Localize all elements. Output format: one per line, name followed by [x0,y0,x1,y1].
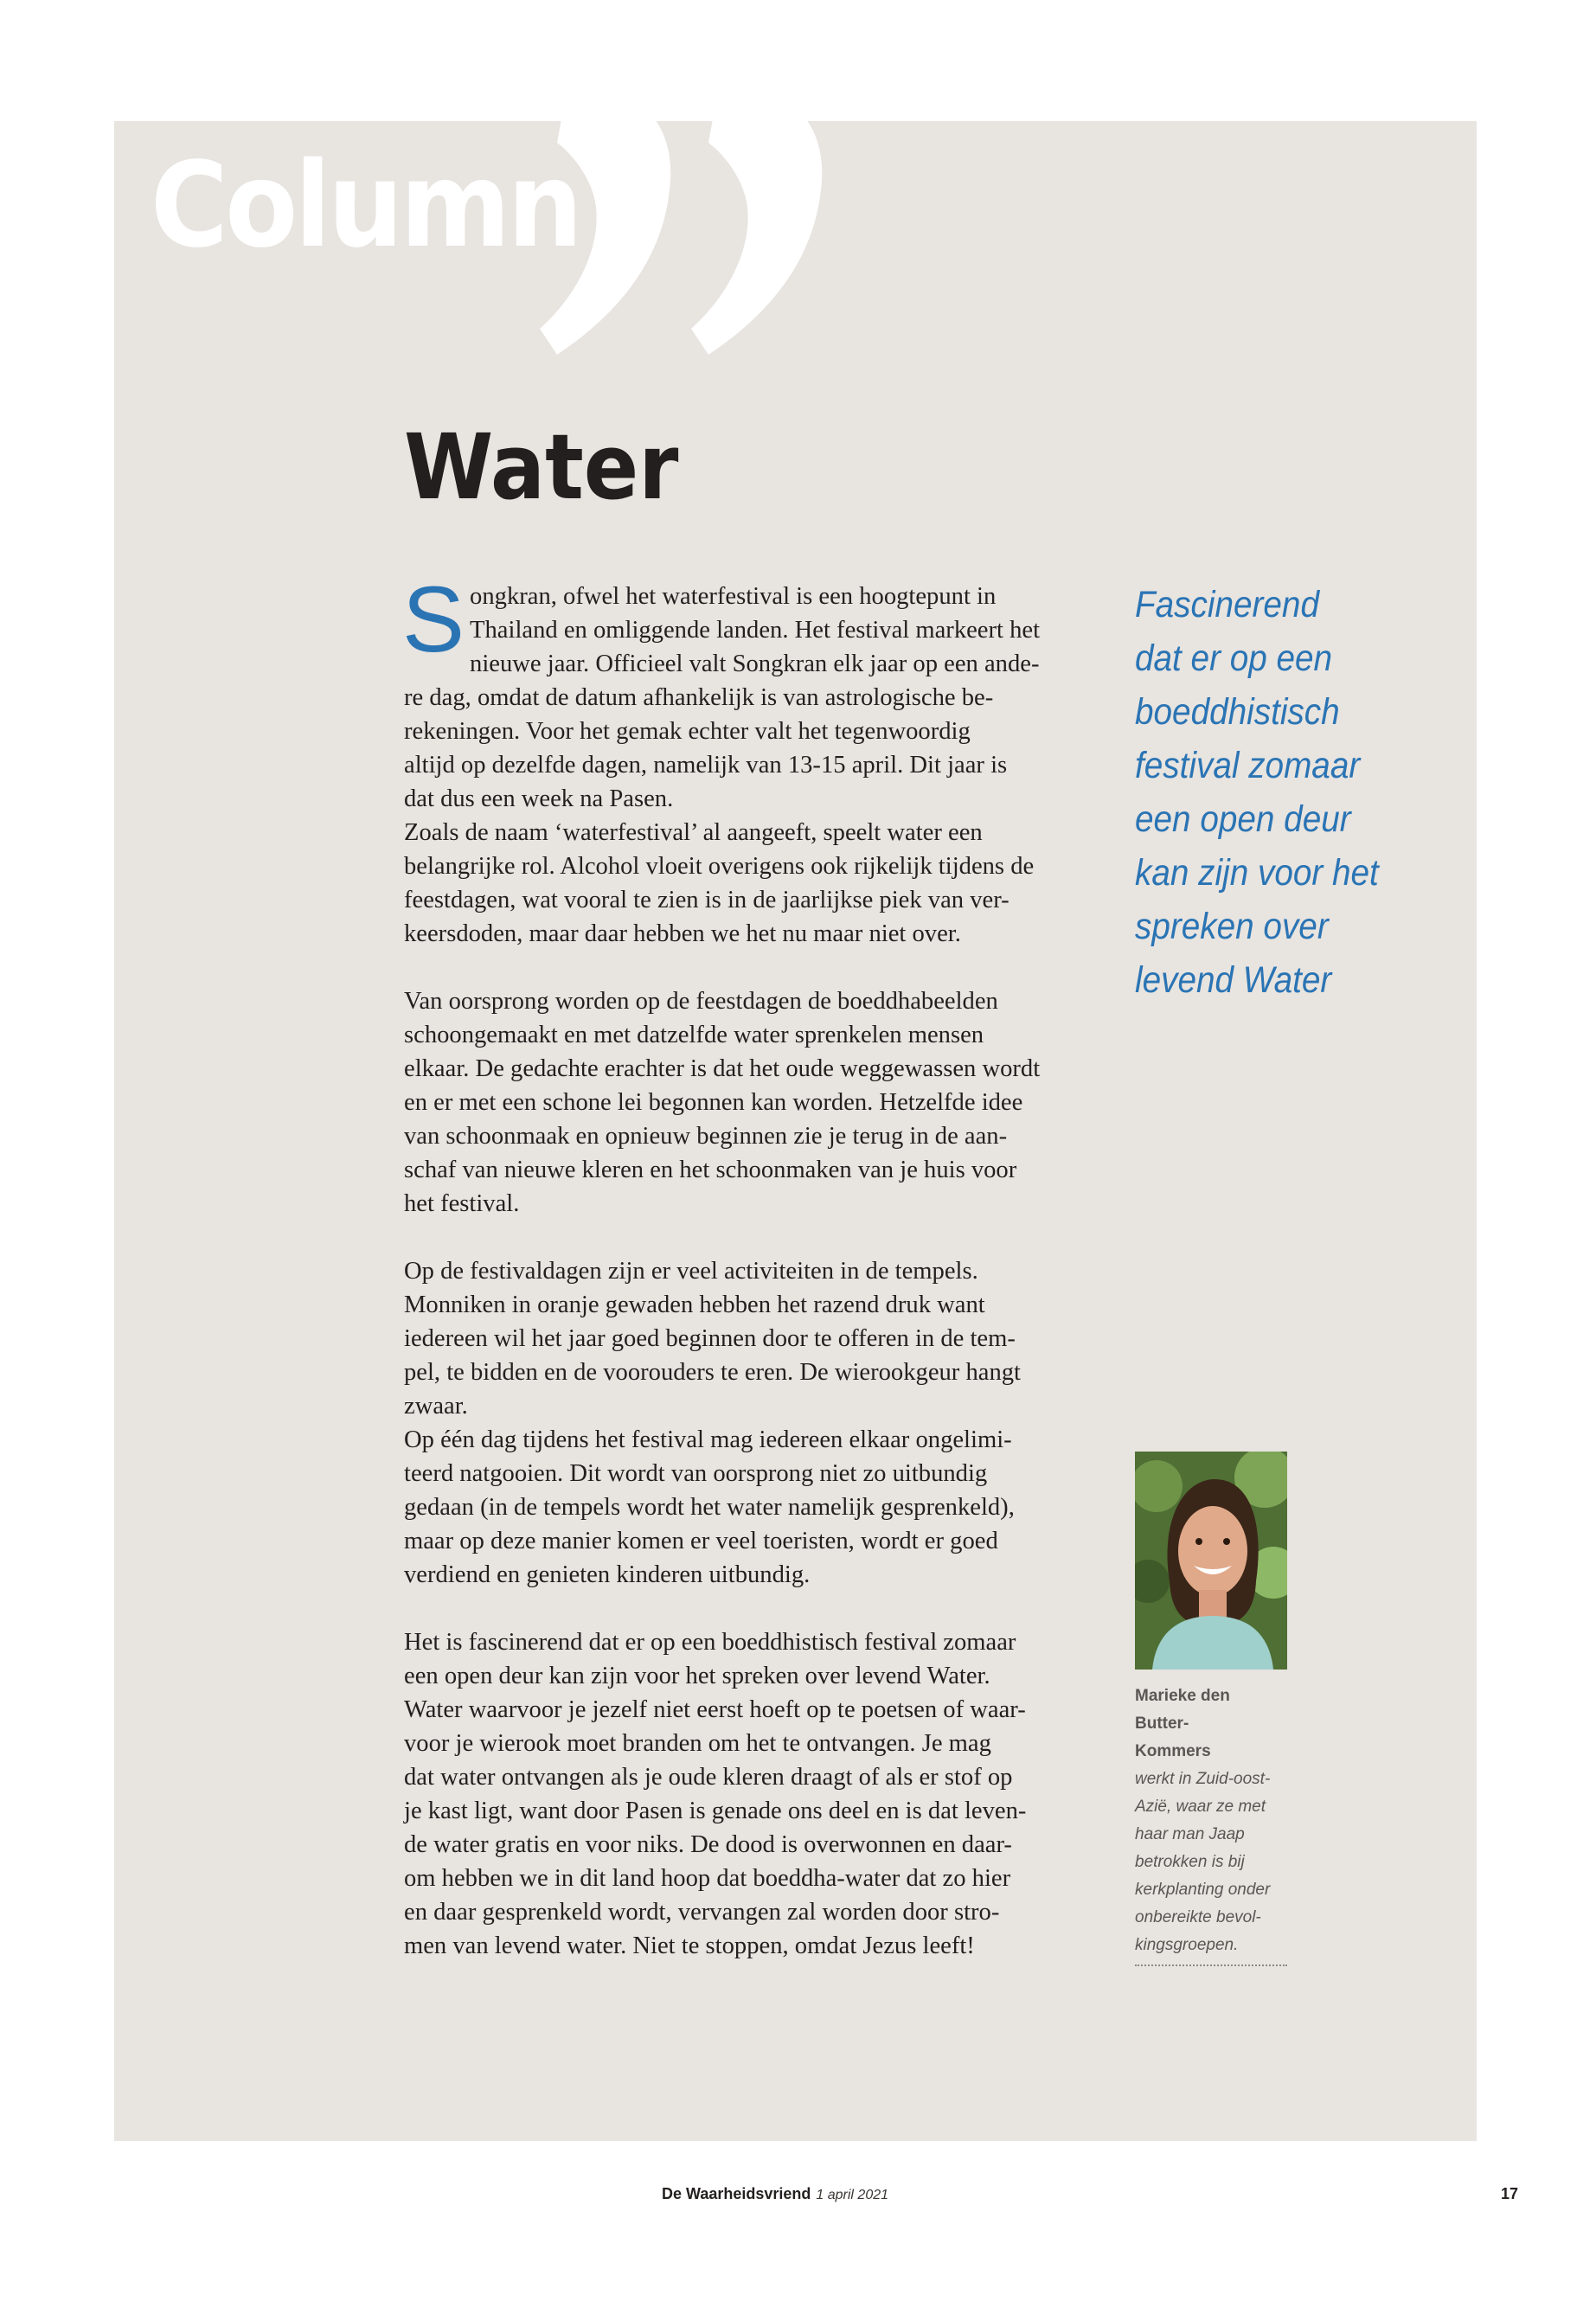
bio-line: kerkplanting onder [1135,1881,1271,1899]
line: dat water ontvangen als je oude kleren draagt of als er stof op [404,1764,1013,1791]
bio-line: haar man Jaap [1135,1825,1245,1843]
article-body [402,567,1087,1963]
line: elkaar. De gedachte erachter is dat het oude weggewassen wordt [404,1055,1041,1082]
paragraph [404,1254,1087,1423]
line: Thailand en omliggende landen. Het festival markeert het [470,617,1041,644]
line: men van levend water. Niet te stoppen, omdat Jezus leeft! [404,1932,975,1959]
author-name-line: Kommers [1135,1742,1211,1760]
bio-line: Azië, waar ze met [1135,1798,1266,1816]
line: van schoonmaak en opnieuw beginnen zie je terug in de aan- [404,1123,1008,1150]
line: een open deur kan zijn voor het spreken over levend Water. [404,1663,990,1689]
line: Monniken in oranje gewaden hebben het razend druk want [404,1292,985,1318]
line: schoongemaakt en met datzelfde water sprenkelen mensen [404,1022,984,1048]
bio-line: werkt in Zuid-oost- [1135,1770,1271,1788]
bio-line: betrokken is bij [1135,1853,1245,1871]
line: je kast ligt, want door Pasen is genade ons deel en is dat leven- [404,1798,1027,1824]
publication-name: De Waarheidsvriend [662,2185,811,2202]
line: het festival. [404,1190,520,1217]
line: rekeningen. Voor het gemak echter valt het tegenwoordig [404,718,971,745]
paragraph [404,816,1087,951]
pull-quote-line: spreken over [1135,906,1329,947]
paragraph [404,984,1087,1221]
pull-quote-line: dat er op een [1135,638,1333,679]
paragraph [402,567,1087,816]
line: Op de festivaldagen zijn er veel activiteiten in de tempels. [404,1258,978,1285]
paragraph [404,1423,1087,1592]
drop-cap: S [402,567,465,671]
pull-quote-line: een open deur [1135,798,1351,840]
line: iedereen wil het jaar goed beginnen door te offeren in de tem- [404,1325,1016,1352]
author-name-line: Marieke den Butter- [1135,1687,1230,1733]
line: keersdoden, maar daar hebben we het nu maar niet over. [404,920,961,947]
line: voor je wierook moet branden om het te ontvangen. Je mag [404,1730,991,1757]
line: pel, te bidden en de voorouders te eren. De wierookgeur hangt [404,1359,1022,1386]
line: de water gratis en voor niks. De dood is overwonnen en daar- [404,1831,1012,1858]
line: feestdagen, wat vooral te zien is in de jaarlijkse piek van ver- [404,887,1010,913]
bio-line: kingsgroepen. [1135,1936,1239,1954]
line: Het is fascinerend dat er op een boeddhistisch festival zomaar [404,1629,1016,1656]
author-bio [1135,1682,1287,1966]
line: om hebben we in dit land hoop dat boeddha-water dat zo hier [404,1865,1011,1892]
column-panel [114,121,1477,2141]
line: zwaar. [404,1393,468,1420]
footer-publication [662,2185,888,2203]
line: nieuwe jaar. Officieel valt Songkran elk jaar op een ande- [470,651,1040,677]
pull-quote-line: Fascinerend [1135,584,1319,625]
line: re dag, omdat de datum afhankelijk is van astrologische be- [404,684,994,711]
line: verdiend en genieten kinderen uitbundig. [404,1561,811,1588]
pull-quote-line: levend Water [1135,959,1332,1001]
quote-mark-icon [531,121,834,381]
line: ongkran, ofwel het waterfestival is een hoogtepunt in [470,583,997,610]
paragraph [404,1625,1087,1963]
line: en daar gesprenkeld wordt, vervangen zal worden door stro- [404,1899,1000,1926]
pull-quote-line: festival zomaar [1135,745,1361,786]
line: teerd natgooien. Dit wordt van oorsprong niet zo uitbundig [404,1460,988,1487]
author-photo [1135,1452,1287,1670]
section-label: Column [151,138,580,274]
bio-line: onbereikte bevol- [1135,1908,1261,1926]
pull-quote-line: kan zijn voor het [1135,852,1379,894]
line: en er met een schone lei begonnen kan worden. Hetzelfde idee [404,1089,1023,1116]
line: schaf van nieuwe kleren en het schoonmaken van je huis voor [404,1157,1017,1183]
line: gedaan (in de tempels wordt het water namelijk gesprenkeld), [404,1494,1015,1521]
author-description [1135,1766,1287,1959]
line: Zoals de naam ‘waterfestival’ al aangeeft, speelt water een [404,819,983,846]
publication-date: 1 april 2021 [816,2188,889,2202]
author-name [1135,1682,1287,1766]
pull-quote-line: boeddhistisch [1135,691,1340,733]
page-number: 17 [1501,2185,1519,2202]
line: altijd op dezelfde dagen, namelijk van 13-15 april. Dit jaar is [404,752,1008,779]
line: dat dus een week na Pasen. [404,785,674,812]
article-title: Water [404,414,679,520]
line: Water waarvoor je jezelf niet eerst hoeft op te poetsen of waar- [404,1696,1026,1723]
line: Van oorsprong worden op de feestdagen de boeddhabeelden [404,988,998,1015]
line: belangrijke rol. Alcohol vloeit overigens ook rijkelijk tijdens de [404,853,1035,880]
line: Op één dag tijdens het festival mag iedereen elkaar ongelimi- [404,1426,1012,1453]
line: maar op deze manier komen er veel toeristen, wordt er goed [404,1528,998,1554]
pull-quote [1135,578,1392,1007]
